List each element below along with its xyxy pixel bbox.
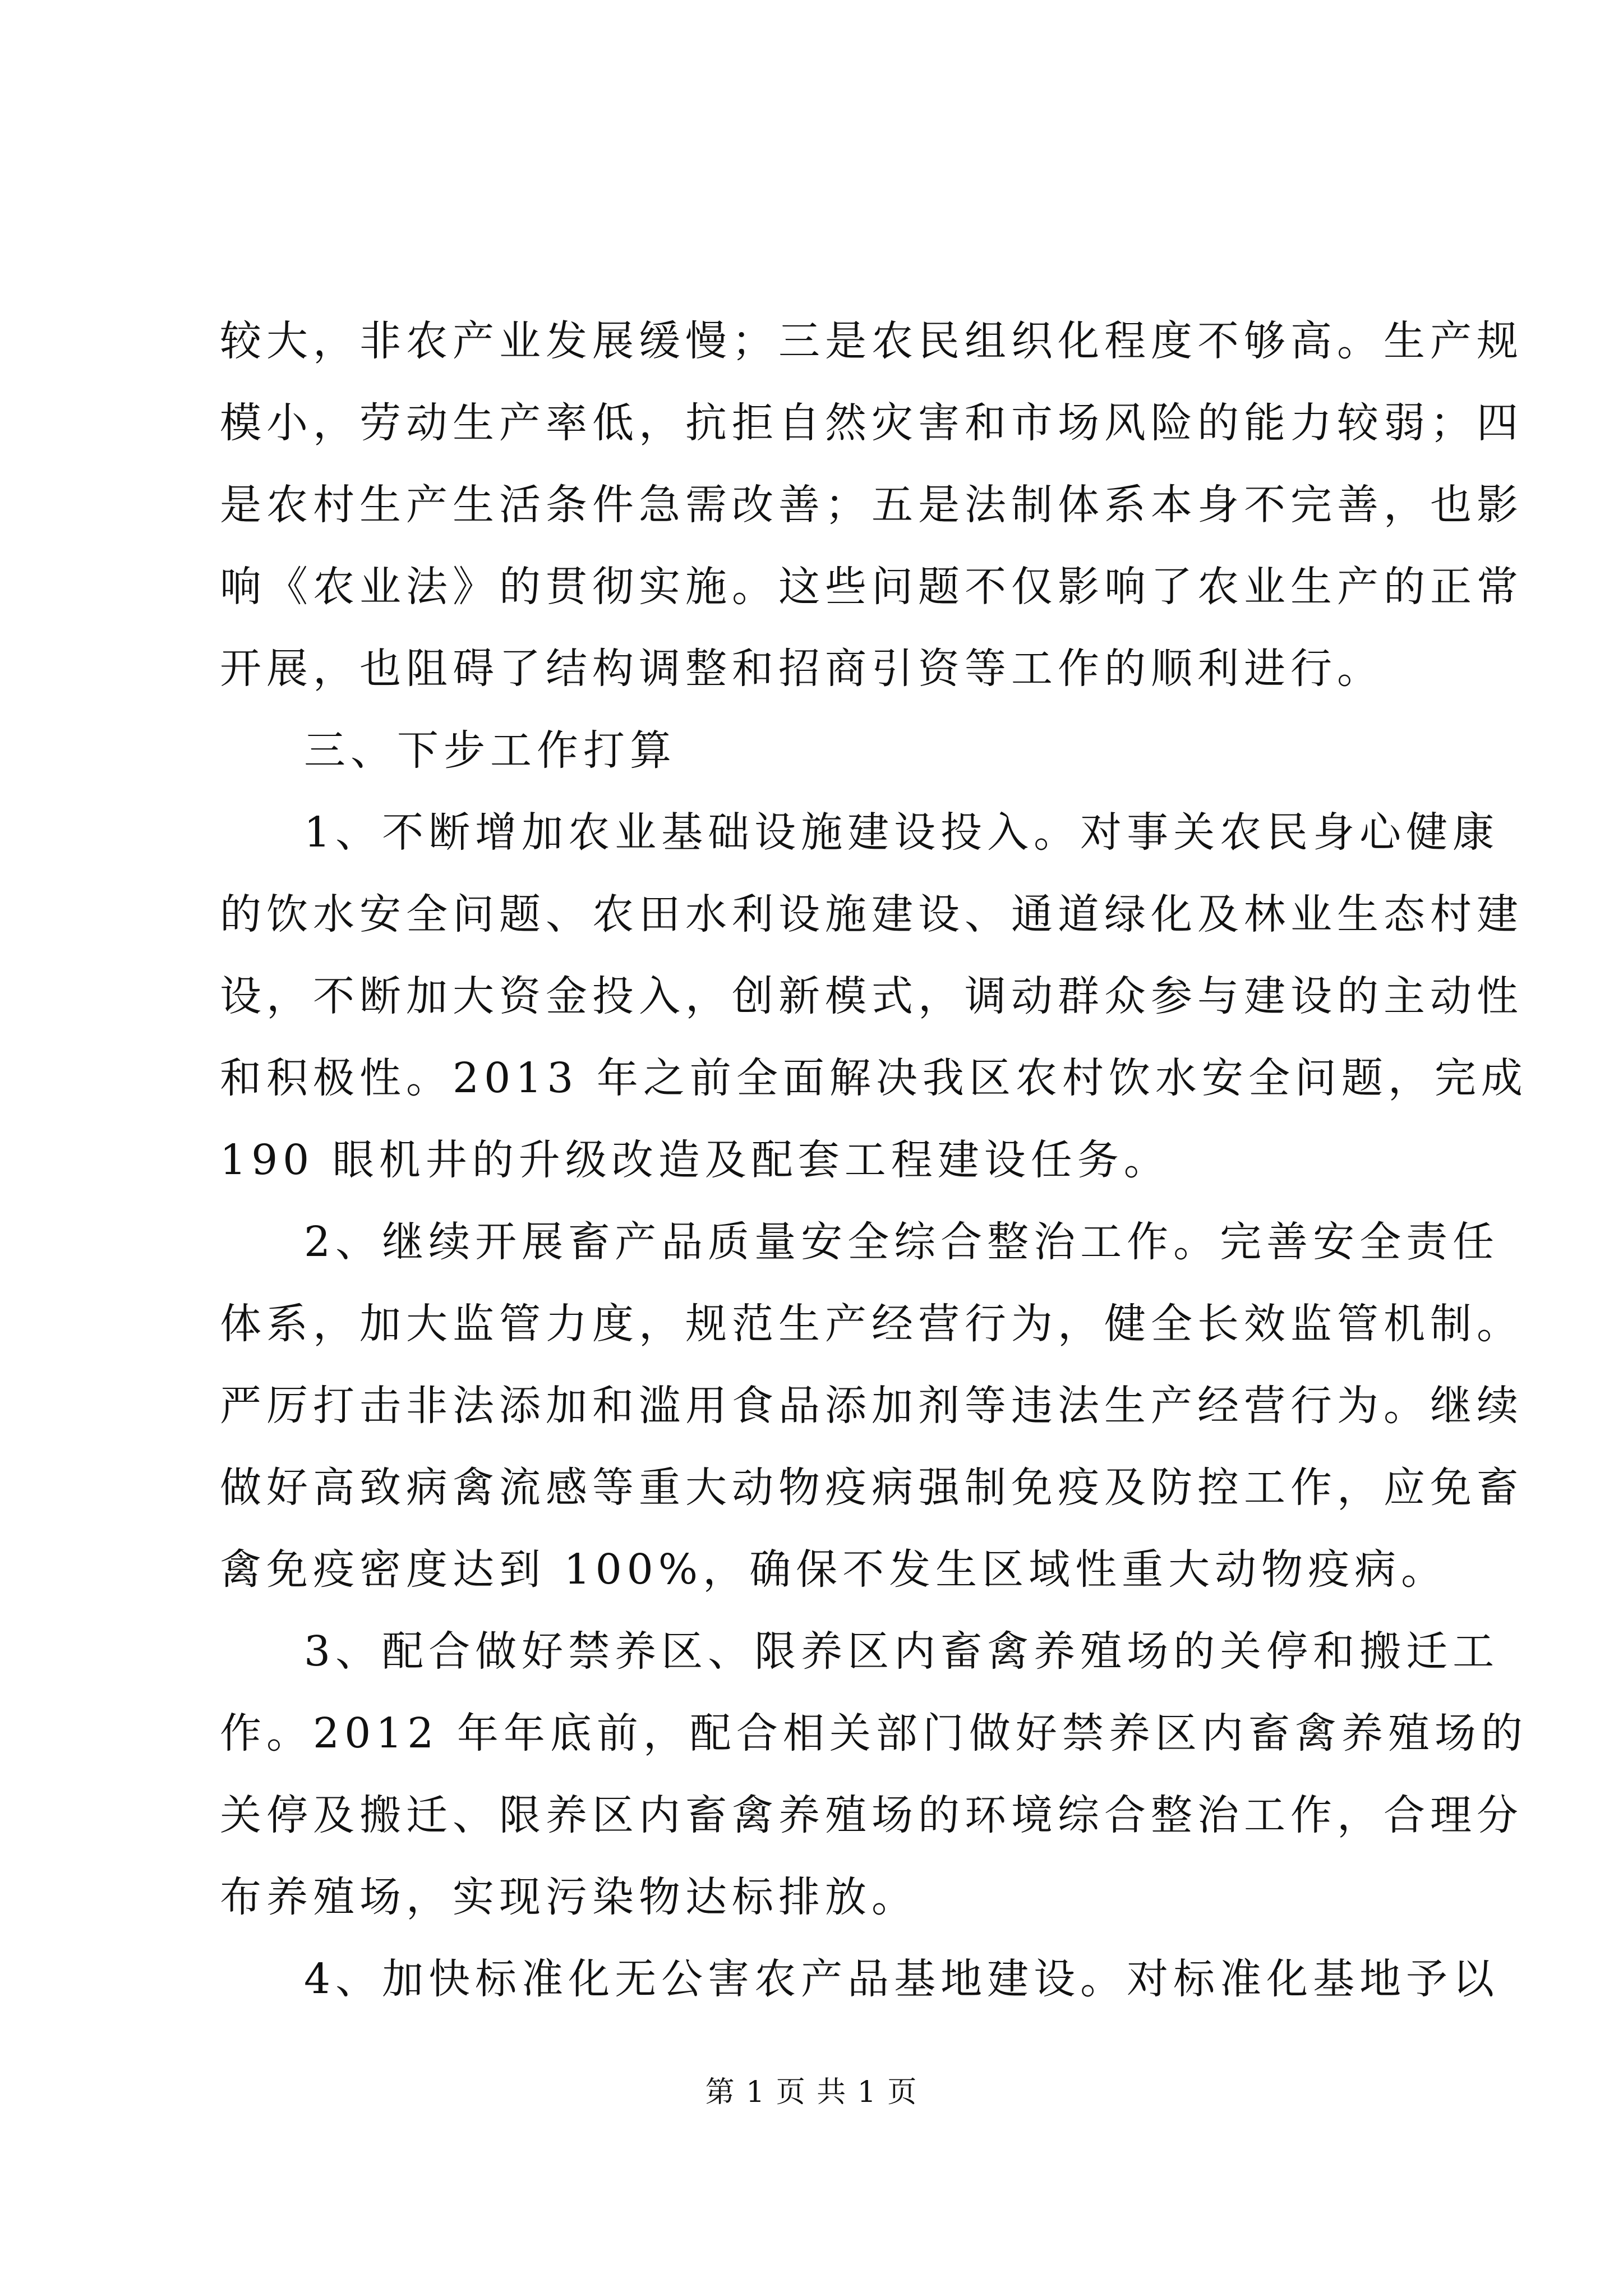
text-line: 190 眼机井的升级改造及配套工程建设任务。: [220, 1136, 1170, 1184]
text-line: 禽免疫密度达到 100%，确保不发生区域性重大动物疫病。: [220, 1545, 1448, 1594]
text-line: 和积极性。2013 年之前全面解决我区农村饮水安全问题，完成: [220, 1054, 1528, 1102]
text-line: 严厉打击非法添加和滥用食品添加剂等违法生产经营行为。继续: [220, 1382, 1523, 1430]
document-body: [220, 300, 1528, 2020]
text-line: 的饮水安全问题、农田水利设施建设、通道绿化及林业生态村建: [220, 890, 1523, 938]
text-line: 开展，也阻碍了结构调整和招商引资等工作的顺利进行。: [220, 645, 1384, 693]
text-line: 做好高致病禽流感等重大动物疫病强制免疫及防控工作，应免畜: [220, 1464, 1523, 1512]
text-line: 4、加快标准化无公害农产品基地建设。对标准化基地予以: [304, 1955, 1500, 2003]
text-line: 设，不断加大资金投入，创新模式，调动群众参与建设的主动性: [220, 972, 1523, 1020]
text-line: 响《农业法》的贯彻实施。这些问题不仅影响了农业生产的正常: [220, 563, 1523, 611]
section-heading: 三、下步工作打算: [304, 726, 676, 775]
text-line: 体系，加大监管力度，规范生产经营行为，健全长效监管机制。: [220, 1300, 1523, 1348]
text-line: 关停及搬迁、限养区内畜禽养殖场的环境综合整治工作，合理分: [220, 1791, 1523, 1839]
text-line: 较大，非农产业发展缓慢；三是农民组织化程度不够高。生产规: [220, 317, 1523, 365]
text-line: 作。2012 年年底前，配合相关部门做好禁养区内畜禽养殖场的: [220, 1709, 1528, 1757]
text-line: 3、配合做好禁养区、限养区内畜禽养殖场的关停和搬迁工: [304, 1627, 1500, 1676]
text-line: 1、不断增加农业基础设施建设投入。对事关农民身心健康: [304, 808, 1500, 857]
text-line: 布养殖场，实现污染物达标排放。: [220, 1873, 918, 1921]
text-line: 模小，劳动生产率低，抗拒自然灾害和市场风险的能力较弱；四: [220, 399, 1523, 447]
page-footer: 第 1 页 共 1 页: [705, 2076, 918, 2109]
text-line: 是农村生产生活条件急需改善；五是法制体系本身不完善，也影: [220, 481, 1523, 529]
text-line: 2、继续开展畜产品质量安全综合整治工作。完善安全责任: [304, 1218, 1500, 1266]
